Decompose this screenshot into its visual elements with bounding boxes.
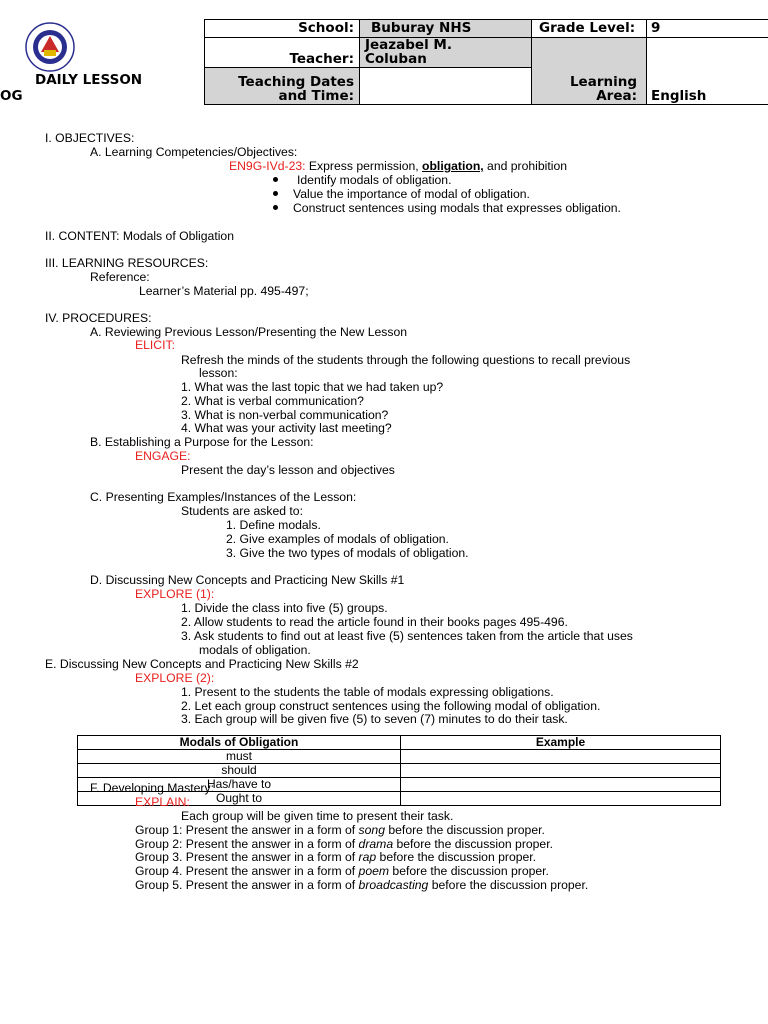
modal-cell: should <box>78 764 401 778</box>
competency-line <box>229 159 567 173</box>
group-form: drama <box>358 837 394 851</box>
teacher-value-line2: Coluban <box>365 51 427 67</box>
group-item <box>135 864 549 878</box>
section-e-item: 1. Present to the students the table of modals expressing obligations. <box>181 685 554 699</box>
modal-cell: Ought to <box>78 792 401 806</box>
group-form: song <box>358 823 385 837</box>
group-post: before the discussion proper. <box>428 878 589 892</box>
section-f-intro: Each group will be given time to present their task. <box>181 809 454 823</box>
elicit-question: 1. What was the last topic that we had taken up? <box>181 380 444 394</box>
section-c-item: 3. Give the two types of modals of obligation. <box>226 546 469 560</box>
competency-code: EN9G-IVd-23: <box>229 159 306 173</box>
reference-label: Reference: <box>90 270 150 284</box>
elicit-question: 4. What was your activity last meeting? <box>181 421 392 435</box>
bullet-icon <box>273 177 278 182</box>
example-cell <box>401 764 721 778</box>
section-e-item: 3. Each group will be given five (5) to seven (7) minutes to do their task. <box>181 712 568 726</box>
learning-area-label-line2: Area: <box>596 88 637 104</box>
section-d-title: D. Discussing New Concepts and Practicing New Skills #1 <box>90 573 405 587</box>
teaching-dates-label: Teaching Dates <box>238 74 354 90</box>
group-post: before the discussion proper. <box>376 850 537 864</box>
group-pre: Group 1: Present the answer in a form of <box>135 823 359 837</box>
group-form: broadcasting <box>358 878 429 892</box>
elicit-intro: Refresh the minds of the students through the following questions to recall previous <box>181 353 631 367</box>
engage-label: ENGAGE: <box>135 449 191 463</box>
section-c-item: 2. Give examples of modals of obligation. <box>226 532 449 546</box>
group-pre: Group 3. Present the answer in a form of <box>135 850 359 864</box>
group-item <box>135 837 553 851</box>
competencies-heading: A. Learning Competencies/Objectives: <box>90 145 298 159</box>
modals-header: Modals of Obligation <box>78 736 401 750</box>
group-post: before the discussion proper. <box>393 837 553 851</box>
school-label: School: <box>298 20 354 36</box>
teaching-time-label: and Time: <box>278 88 354 104</box>
group-form: poem <box>358 864 390 878</box>
group-post: before the discussion proper. <box>389 864 549 878</box>
group-item <box>135 878 588 892</box>
group-form: rap <box>358 850 377 864</box>
group-pre: Group 2: Present the answer in a form of <box>135 837 359 851</box>
document-title: DAILY LESSON <box>35 72 143 88</box>
section-d-item: 1. Divide the class into five (5) groups. <box>181 601 388 615</box>
objective-item: Value the importance of modal of obligation. <box>293 187 530 201</box>
example-cell <box>401 750 721 764</box>
section-d-item: 2. Allow students to read the article found in their books pages 495-496. <box>181 615 568 629</box>
section-c-title: C. Presenting Examples/Instances of the Lesson: <box>90 490 357 504</box>
learning-area-label: Learning <box>569 74 637 90</box>
competency-post: and prohibition <box>483 159 567 173</box>
learning-area-value: English <box>651 88 707 104</box>
competency-bold: obligation, <box>422 159 484 173</box>
section-f-title: F. Developing Mastery: <box>90 781 214 795</box>
section-e-title: E. Discussing New Concepts and Practicing New Skills #2 <box>45 657 359 671</box>
explore-1-label: EXPLORE (1): <box>135 587 215 601</box>
section-e-item: 2. Let each group construct sentences using the following modal of obligation. <box>181 699 601 713</box>
modal-cell: Has/have to <box>78 778 401 792</box>
grade-level-label: Grade Level: <box>539 20 636 36</box>
content-heading: II. CONTENT: Modals of Obligation <box>45 229 234 243</box>
section-d-item: 3. Ask students to find out at least five (5) sentences taken from the article that uses <box>181 629 633 643</box>
elicit-question: 3. What is non-verbal communication? <box>181 408 389 422</box>
procedures-heading: IV. PROCEDURES: <box>45 311 152 325</box>
school-value: Buburay NHS <box>371 20 472 36</box>
section-c-item: 1. Define modals. <box>226 518 321 532</box>
reference-text: Learner’s Material pp. 495-497; <box>139 284 309 298</box>
section-a-title: A. Reviewing Previous Lesson/Presenting the New Lesson <box>90 325 408 339</box>
group-pre: Group 4. Present the answer in a form of <box>135 864 359 878</box>
teacher-label: Teacher: <box>289 51 354 67</box>
bullet-icon <box>273 191 278 196</box>
competency-pre: Express permission, <box>305 159 423 173</box>
document-title-line2: OG <box>0 88 23 104</box>
teacher-value: Jeazabel M. <box>365 37 452 53</box>
elicit-question: 2. What is verbal communication? <box>181 394 364 408</box>
objective-item: Construct sentences using modals that expresses obligation. <box>293 201 621 215</box>
explain-label: EXPLAIN: <box>135 795 190 809</box>
objective-item: Identify modals of obligation. <box>297 173 452 187</box>
section-d-item-cont: modals of obligation. <box>199 643 311 657</box>
modal-cell: must <box>78 750 401 764</box>
example-header: Example <box>401 736 721 750</box>
example-cell <box>401 792 721 806</box>
engage-text: Present the day’s lesson and objectives <box>181 463 395 477</box>
objectives-heading: I. OBJECTIVES: <box>45 131 135 145</box>
explore-2-label: EXPLORE (2): <box>135 671 215 685</box>
group-item <box>135 823 545 837</box>
section-b-title: B. Establishing a Purpose for the Lesson: <box>90 435 314 449</box>
grade-level-value: 9 <box>651 20 661 36</box>
elicit-label: ELICIT: <box>135 338 175 352</box>
group-item <box>135 850 536 864</box>
section-c-intro: Students are asked to: <box>181 504 303 518</box>
resources-heading: III. LEARNING RESOURCES: <box>45 256 209 270</box>
example-cell <box>401 778 721 792</box>
bullet-icon <box>273 205 278 210</box>
group-pre: Group 5. Present the answer in a form of <box>135 878 359 892</box>
elicit-intro-cont: lesson: <box>199 366 238 380</box>
group-post: before the discussion proper. <box>384 823 545 837</box>
deped-seal-icon <box>25 22 75 72</box>
